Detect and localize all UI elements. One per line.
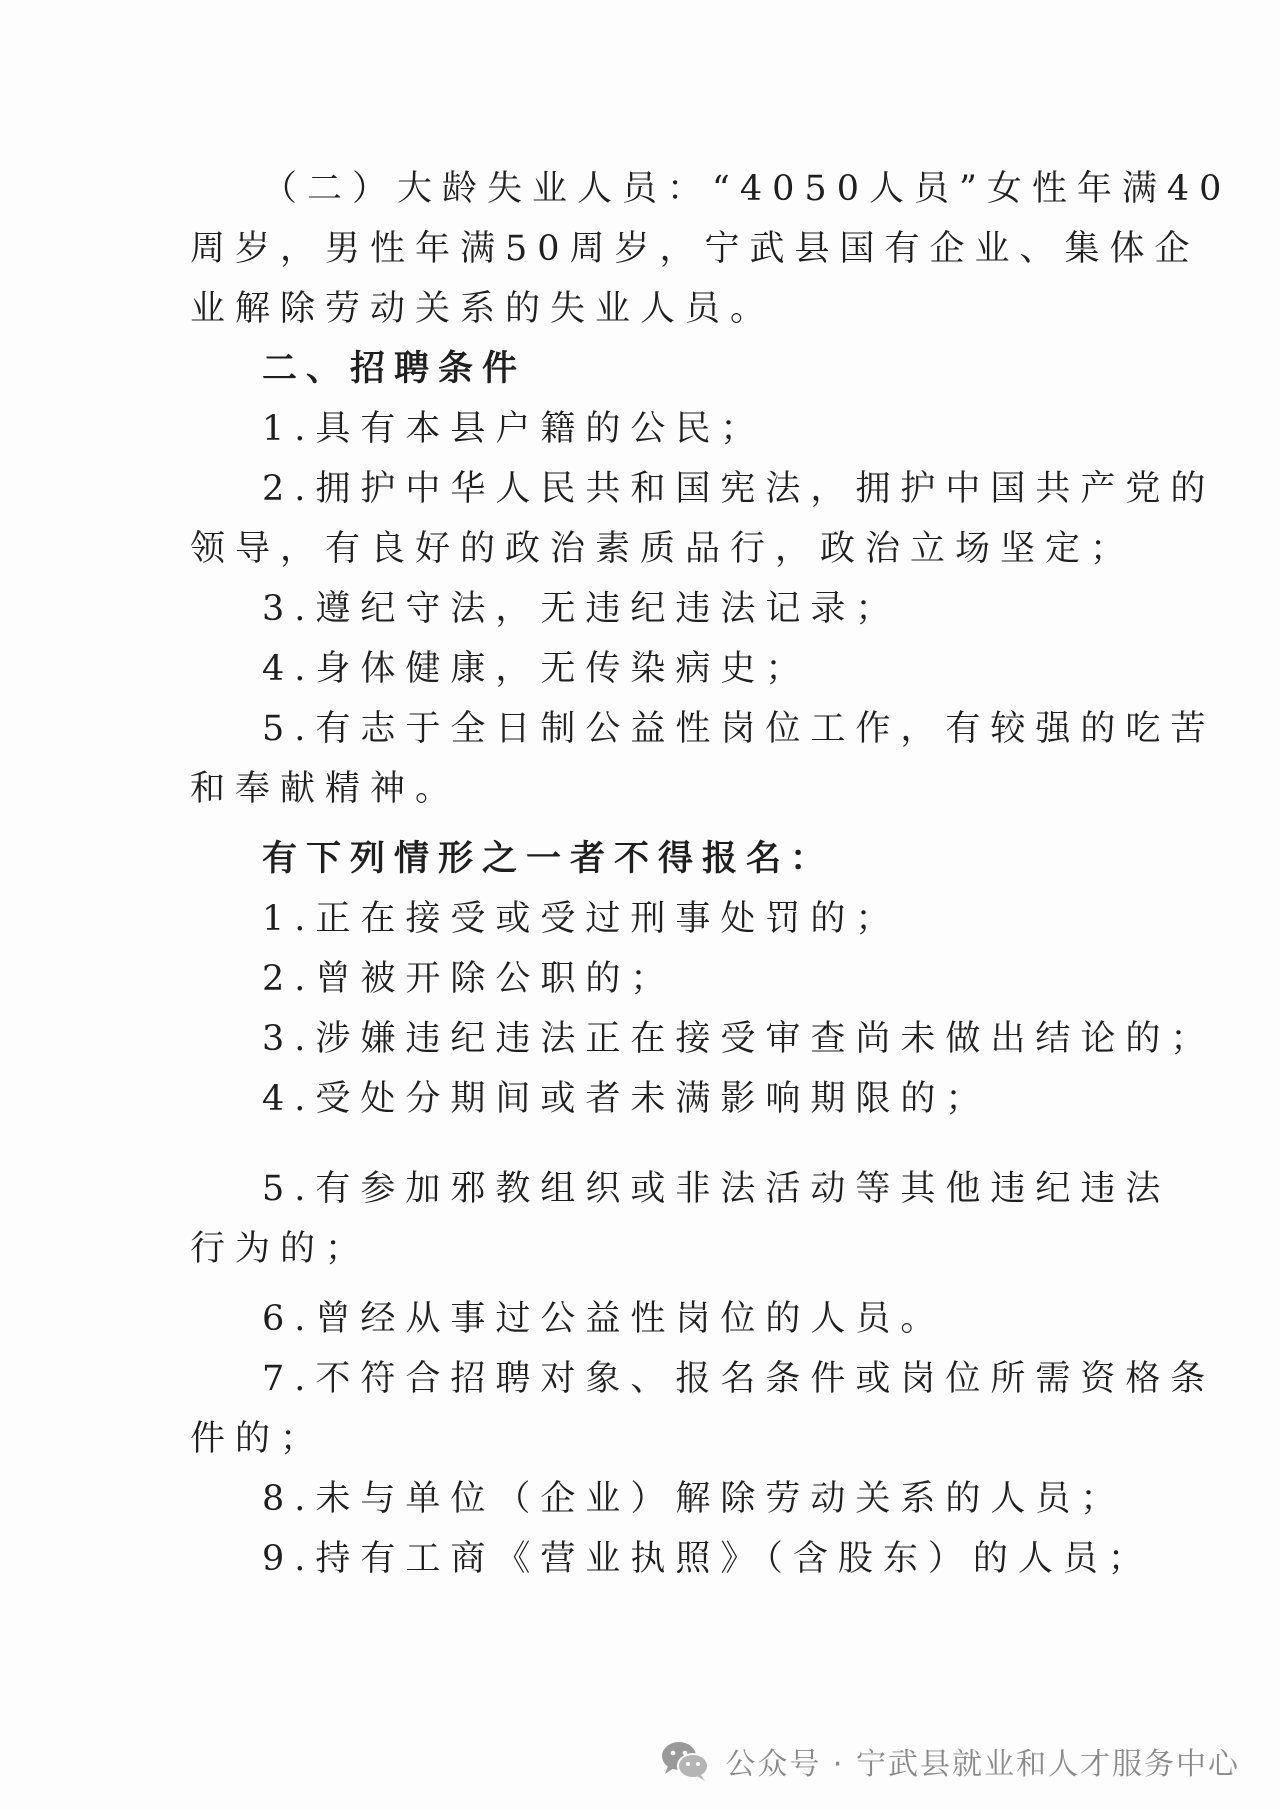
list-item: 4.受处分期间或者未满影响期限的； <box>262 1079 991 1119</box>
watermark-text: 公众号 · 宁武县就业和人才服务中心 <box>725 1747 1240 1782</box>
list-item: 2.拥护中华人民共和国宪法，拥护中国共产党的 <box>262 469 1216 509</box>
list-item: 6.曾经从事过公益性岗位的人员。 <box>262 1299 946 1339</box>
list-item: 7.不符合招聘对象、报名条件或岗位所需资格条 <box>262 1359 1216 1399</box>
text-line: 周岁，男性年满50周岁，宁武县国有企业、集体企 <box>190 229 1200 269</box>
text-line: 和奉献精神。 <box>190 769 461 809</box>
section-heading: 二、招聘条件 <box>262 349 527 389</box>
wechat-icon <box>659 1738 711 1784</box>
list-item: 1.正在接受或受过刑事处罚的； <box>262 899 901 939</box>
watermark <box>659 1738 1240 1784</box>
list-item: 8.未与单位（企业）解除劳动关系的人员； <box>262 1479 1126 1519</box>
list-item: 3.涉嫌违纪违法正在接受审查尚未做出结论的； <box>262 1019 1216 1059</box>
list-item: 5.有参加邪教组织或非法活动等其他违纪违法 <box>262 1169 1171 1209</box>
text-line: 行为的； <box>190 1229 371 1269</box>
text-line: 件的； <box>190 1419 326 1459</box>
list-item: 2.曾被开除公职的； <box>262 959 676 999</box>
list-item: 9.持有工商《营业执照》（含股东）的人员； <box>262 1539 1153 1579</box>
list-item: 4.身体健康，无传染病史； <box>262 649 811 689</box>
list-item: 1.具有本县户籍的公民； <box>262 409 766 449</box>
list-item: 3.遵纪守法，无违纪违法记录； <box>262 589 901 629</box>
list-item: 5.有志于全日制公益性岗位工作，有较强的吃苦 <box>262 709 1216 749</box>
subsection-heading: 有下列情形之一者不得报名： <box>262 839 835 879</box>
text-line: 业解除劳动关系的失业人员。 <box>190 289 776 329</box>
text-line: （二）大龄失业人员：“4050人员”女性年满40 <box>262 169 1232 209</box>
text-line: 领导，有良好的政治素质品行，政治立场坚定； <box>190 529 1136 569</box>
